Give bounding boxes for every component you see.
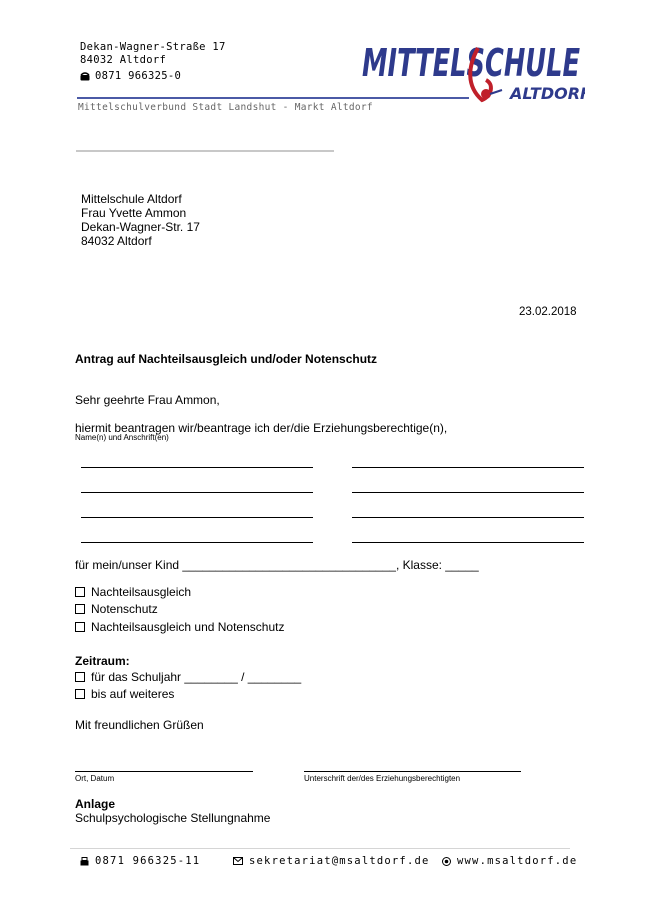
header-rule [77,97,469,99]
logo-main-text: MITTELSCHULE [362,41,581,85]
address-city: 84032 Altdorf [80,54,167,66]
option-school-year[interactable] [75,670,301,684]
fax-icon [80,857,89,866]
footer-email[interactable] [233,855,430,867]
signature-line[interactable] [304,771,521,772]
phone-number: 0871 966325-0 [95,70,182,82]
checkbox[interactable] [75,622,85,632]
attachment-text: Schulpsychologische Stellungnahme [75,811,271,825]
option-notenschutz[interactable] [75,602,158,616]
recipient-line: Mittelschule Altdorf [81,192,182,206]
address-street: Dekan-Wagner-Straße 17 [80,41,226,53]
option-label: Nachteilsausgleich [91,585,192,599]
name-line-left[interactable] [81,517,313,518]
letter-greeting: Sehr geehrte Frau Ammon, [75,393,220,407]
letter-closing: Mit freundlichen Grüßen [75,718,204,732]
option-label: Notenschutz [91,602,158,616]
name-line-left[interactable] [81,542,313,543]
place-date-caption: Ort, Datum [75,774,115,783]
fax-number: 0871 966325-11 [95,855,201,867]
recipient-line: Dekan-Wagner-Str. 17 [81,220,200,234]
envelope-icon [233,857,243,865]
letter-subject: Antrag auf Nachteilsausgleich und/oder Notenschutz [75,352,378,366]
option-label: Nachteilsausgleich und Notenschutz [91,620,285,634]
intro-caption: Name(n) und Anschrift(en) [75,433,169,442]
school-address [80,41,226,83]
footer-rule [70,848,570,849]
footer-web[interactable] [442,855,577,867]
name-line-left[interactable] [81,467,313,468]
website-url[interactable]: www.msaltdorf.de [457,855,578,867]
period-title: Zeitraum: [75,654,130,668]
footer-fax [80,855,200,867]
option-nachteilsausgleich[interactable] [75,585,191,599]
name-line-right[interactable] [352,517,584,518]
globe-icon [442,857,451,866]
recipient-address [81,192,200,248]
name-line-left[interactable] [81,492,313,493]
school-association: Mittelschulverbund Stadt Landshut - Markt Altdorf [78,102,373,113]
recipient-line: 84032 Altdorf [81,234,152,248]
letter-date: 23.02.2018 [519,306,577,318]
signature-caption: Unterschrift der/des Erziehungsberechtigten [304,774,461,783]
email-address[interactable]: sekretariat@msaltdorf.de [249,855,430,867]
logo-sub-text: ALTDORF [510,84,585,103]
name-line-right[interactable] [352,542,584,543]
option-until-further[interactable] [75,687,174,701]
recipient-line: Frau Yvette Ammon [81,206,187,220]
checkbox[interactable] [75,672,85,682]
phone-icon [80,72,90,81]
checkbox[interactable] [75,587,85,597]
attachment-title: Anlage [75,797,116,811]
place-date-line[interactable] [75,771,253,772]
checkbox[interactable] [75,604,85,614]
checkbox[interactable] [75,689,85,699]
school-logo [360,36,585,106]
name-line-right[interactable] [352,492,584,493]
option-both[interactable] [75,620,284,634]
option-label: für das Schuljahr ________ / ________ [91,670,302,684]
option-label: bis auf weiteres [91,687,175,701]
phone-row [80,70,226,83]
sender-line [76,150,334,152]
name-line-right[interactable] [352,467,584,468]
child-class-field[interactable]: für mein/unser Kind ________________________________, Klasse: _____ [75,558,479,572]
letter-intro: hiermit beantragen wir/beantrage ich der/die Erziehungsberechtige(n), [75,421,448,435]
